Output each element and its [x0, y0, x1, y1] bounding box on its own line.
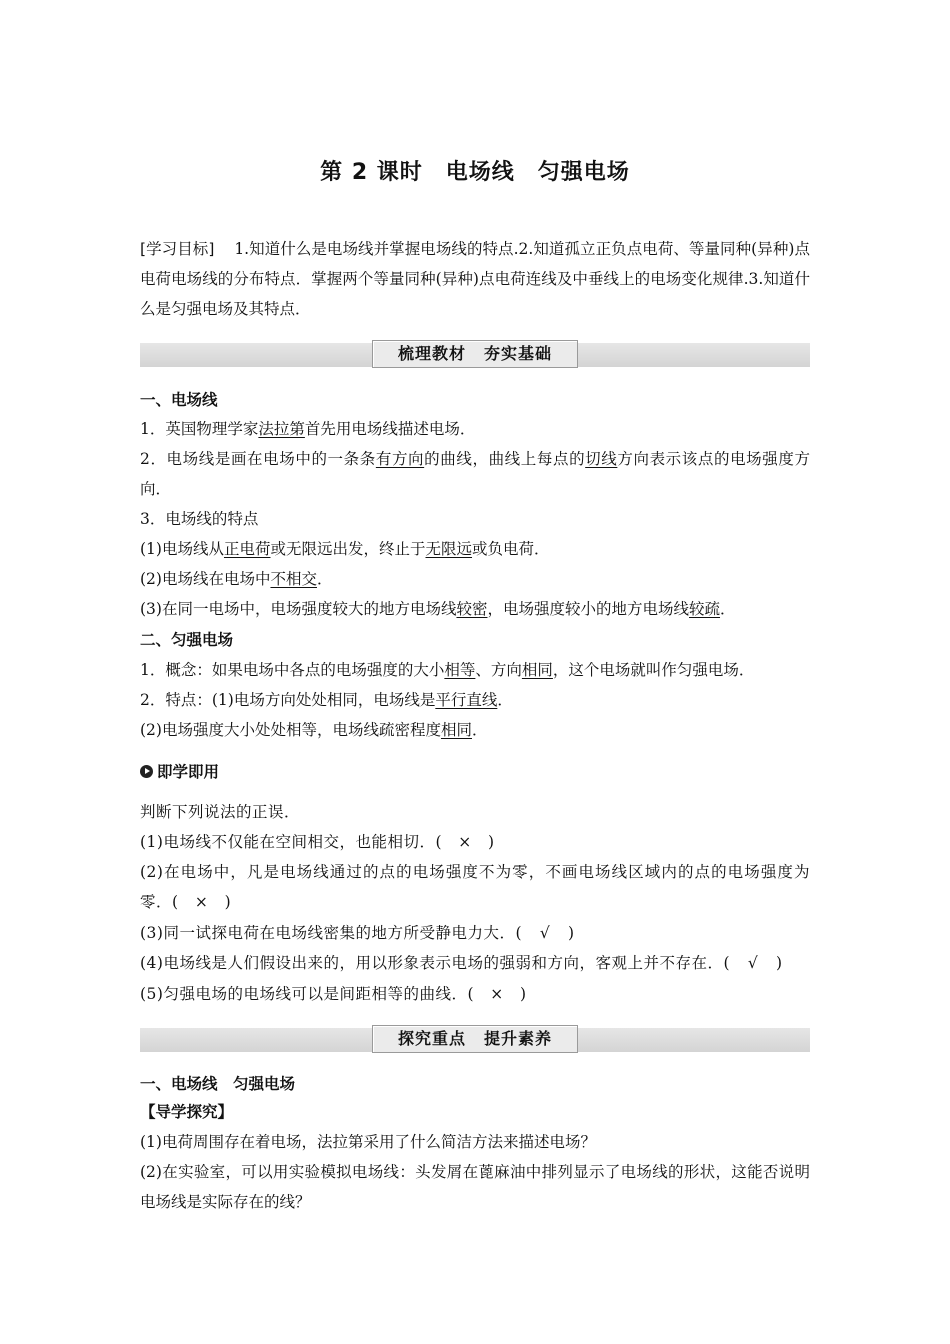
answer-mark: × [458, 833, 472, 851]
text: ． [497, 691, 513, 709]
answer-blank: 正电荷 [223, 540, 271, 558]
banner-box [372, 1025, 578, 1053]
question-text: (2)在电场中，凡是电场线通过的点的电场强度不为零，不画电场线区域内的点的电场强度为零．( [140, 863, 810, 911]
paragraph [140, 534, 810, 564]
paragraph: 3．电场线的特点 [140, 510, 259, 528]
text: ) [520, 985, 527, 1003]
paragraph [140, 414, 810, 444]
text: (2)电场线在电场中 [140, 570, 271, 588]
text: 2．电场线是画在电场中的一条条 [140, 450, 376, 468]
answer-blank: 平行直线 [435, 691, 498, 709]
section-heading: 二、匀强电场 [140, 631, 234, 649]
answer-blank: 相同 [521, 661, 553, 679]
section-banner-basics [140, 343, 810, 367]
answer-mark: × [490, 985, 504, 1003]
judgement-item [140, 827, 810, 857]
text: 方向表示该点的电场强度方向． [140, 450, 810, 498]
answer-blank: 不相交 [270, 570, 317, 588]
paragraph [140, 655, 810, 685]
text: (1)电场线从 [140, 540, 224, 558]
answer-mark: √ [747, 954, 759, 972]
paragraph [140, 564, 810, 594]
paragraph [140, 715, 810, 745]
page-title: 第 2 课时 电场线 匀强电场 [320, 160, 630, 185]
text: 的曲线，曲线上每点的 [424, 450, 586, 468]
text: ，这个电场就叫作匀强电场． [552, 661, 755, 679]
question-text: (4)电场线是人们假设出来的，用以形象表示电场的强弱和方向，客观上并不存在．( [140, 954, 731, 972]
section-heading: 一、电场线 匀强电场 [140, 1075, 296, 1093]
banner-right-text: 夯实基础 [484, 344, 553, 363]
section-banner-explore [140, 1028, 810, 1052]
learning-objectives [140, 234, 810, 324]
paragraph [140, 594, 810, 624]
text: 1．英国物理学家 [140, 420, 259, 438]
text: ． [720, 600, 736, 618]
practice-heading-text: 即学即用 [157, 763, 220, 781]
banner-left-text: 梳理教材 [397, 344, 466, 363]
text: (2)电场强度大小处处相等，电场线疏密程度 [140, 721, 441, 739]
banner-box [372, 340, 578, 368]
answer-mark: × [194, 893, 209, 911]
answer-blank: 无限远 [425, 540, 473, 558]
text: ，电场强度较小的地方电场线 [487, 600, 689, 618]
text: 首先用电场线描述电场． [304, 420, 476, 438]
answer-blank: 切线 [585, 450, 618, 468]
judgement-item [140, 857, 810, 917]
text: ． [316, 570, 333, 588]
answer-blank: 有方向 [375, 450, 425, 468]
paragraph: (2)在实验室，可以用实验模拟电场线：头发屑在蓖麻油中排列显示了电场线的形状，这能否说明电场线是实际存在的线？ [140, 1163, 810, 1211]
text: ) [568, 924, 575, 942]
text: ) [488, 833, 495, 851]
text: 、方向 [475, 661, 522, 679]
text: ) [776, 954, 783, 972]
objectives-text: 1.知道什么是电场线并掌握电场线的特点.2.知道孤立正负点电荷、等量同种(异种)点电荷电场线的分布特点．掌握两个等量同种(异种)点电荷连线及中垂线上的电场变化规律.3.知道什么是匀强电场及其特点． [140, 240, 810, 318]
objectives-label: [学习目标] [140, 240, 215, 258]
paragraph [140, 685, 810, 715]
practice-heading [140, 757, 810, 787]
text: 2．特点：(1)电场方向处处相同，电场线是 [140, 691, 436, 709]
answer-blank: 相同 [440, 721, 472, 739]
text: (3)在同一电场中，电场强度较大的地方电场线 [140, 600, 457, 618]
section-heading: 一、电场线 [140, 391, 218, 409]
question-text: (5)匀强电场的电场线可以是间距相等的曲线．( [140, 985, 475, 1003]
answer-blank: 法拉第 [258, 420, 305, 438]
practice-intro: 判断下列说法的正误． [140, 803, 301, 821]
paragraph [140, 444, 810, 504]
text: ) [224, 893, 232, 911]
text: 或无限远出发，终止于 [270, 540, 426, 558]
answer-mark: √ [539, 924, 551, 942]
text: 或负电荷． [472, 540, 550, 558]
banner-right-text: 提升素养 [484, 1029, 553, 1048]
guided-inquiry-label: 【导学探究】 [140, 1103, 234, 1121]
text: ． [471, 721, 488, 739]
judgement-item [140, 918, 810, 948]
text: 1．概念：如果电场中各点的电场强度的大小 [140, 661, 445, 679]
judgement-item [140, 979, 810, 1009]
question-text: (1)电场线不仅能在空间相交，也能相切．( [140, 833, 443, 851]
paragraph: (1)电荷周围存在着电场，法拉第采用了什么简洁方法来描述电场？ [140, 1133, 596, 1151]
answer-blank: 较密 [456, 600, 488, 618]
answer-blank: 较疏 [689, 600, 721, 618]
answer-blank: 相等 [444, 661, 476, 679]
play-circle-icon [140, 765, 153, 778]
question-text: (3)同一试探电荷在电场线密集的地方所受静电力大．( [140, 924, 523, 942]
banner-left-text: 探究重点 [397, 1029, 466, 1048]
judgement-item [140, 948, 810, 978]
